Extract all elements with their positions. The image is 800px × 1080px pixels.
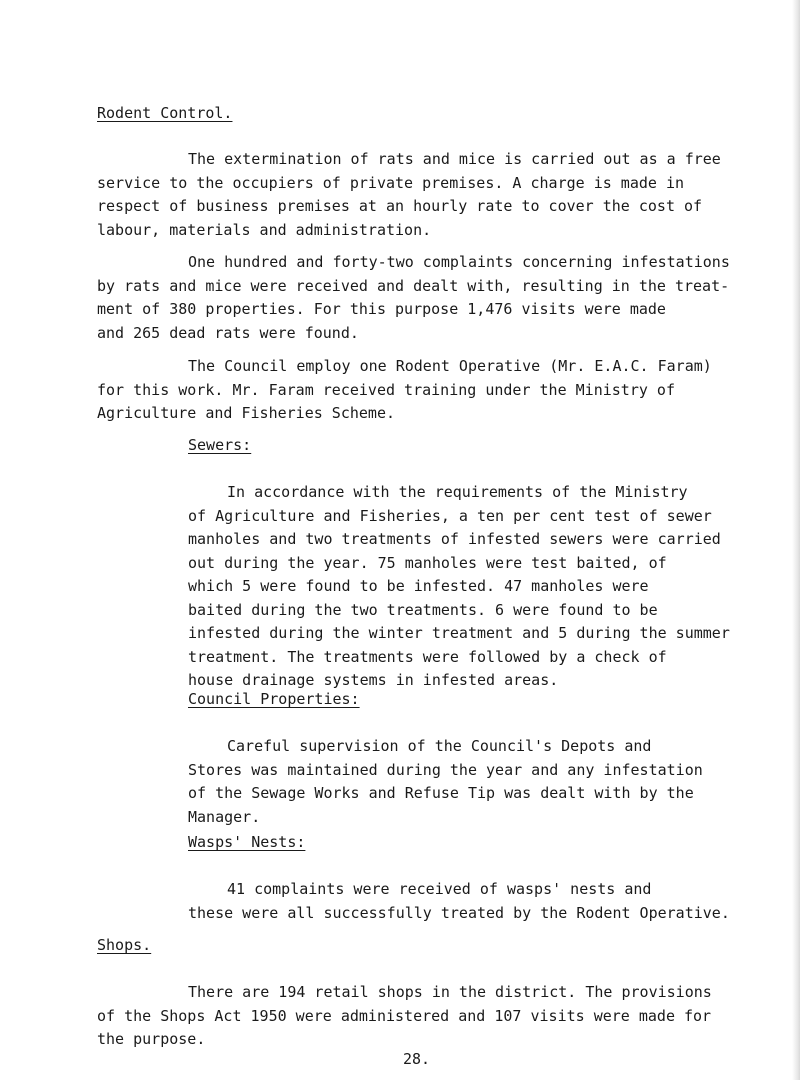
page-edge-shadow — [792, 0, 800, 1080]
shops-heading: Shops. — [97, 936, 152, 954]
rodent-control-paragraph-2: One hundred and forty-two complaints concerning infestations by rats and mice were received and dealt with, resulting in the treat- ment of 380 properties. For this purpose 1,476 visits were made and 265 dead rats were found. — [97, 253, 730, 342]
rodent-control-heading: Rodent Control. — [97, 104, 233, 122]
shops-paragraph: There are 194 retail shops in the district. The provisions of the Shops Act 1950 were administered and 107 visits were made for the purpose. — [97, 983, 712, 1048]
council-properties-heading: Council Properties: — [188, 690, 360, 708]
rodent-control-paragraph-3: The Council employ one Rodent Operative (Mr. E.A.C. Faram) for this work. Mr. Faram received training under the Ministry of Agriculture and Fisheries Scheme. — [97, 357, 712, 422]
wasps-nests-heading: Wasps' Nests: — [188, 833, 306, 851]
rodent-control-paragraph-1: The extermination of rats and mice is carried out as a free service to the occupiers of private premises. A charge is made in respect of business premises at an hourly rate to cover the cost of labour, materials and administration. — [97, 150, 721, 239]
council-properties-paragraph: Careful supervision of the Council's Depots and Stores was maintained during the year and any infestation of the Sewage Works and Refuse Tip was dealt with by the Manager. — [188, 737, 703, 826]
sewers-heading: Sewers: — [188, 436, 252, 454]
page-number: 28. — [403, 1050, 431, 1068]
sewers-paragraph: In accordance with the requirements of the Ministry of Agriculture and Fisheries, a ten per cent test of sewer manholes and two treatments of infested sewers were carried out during the year. 75 manholes were test baited, of which 5 were found to be infested. 47 manholes were baited during the two treatments. 6 were found to be infested during the winter treatment and 5 during the summer treatment. The treatments were followed by a check of house drainage systems in infested areas. — [188, 483, 730, 689]
wasps-nests-paragraph: 41 complaints were received of wasps' nests and these were all successfully treated by the Rodent Operative. — [188, 880, 730, 922]
